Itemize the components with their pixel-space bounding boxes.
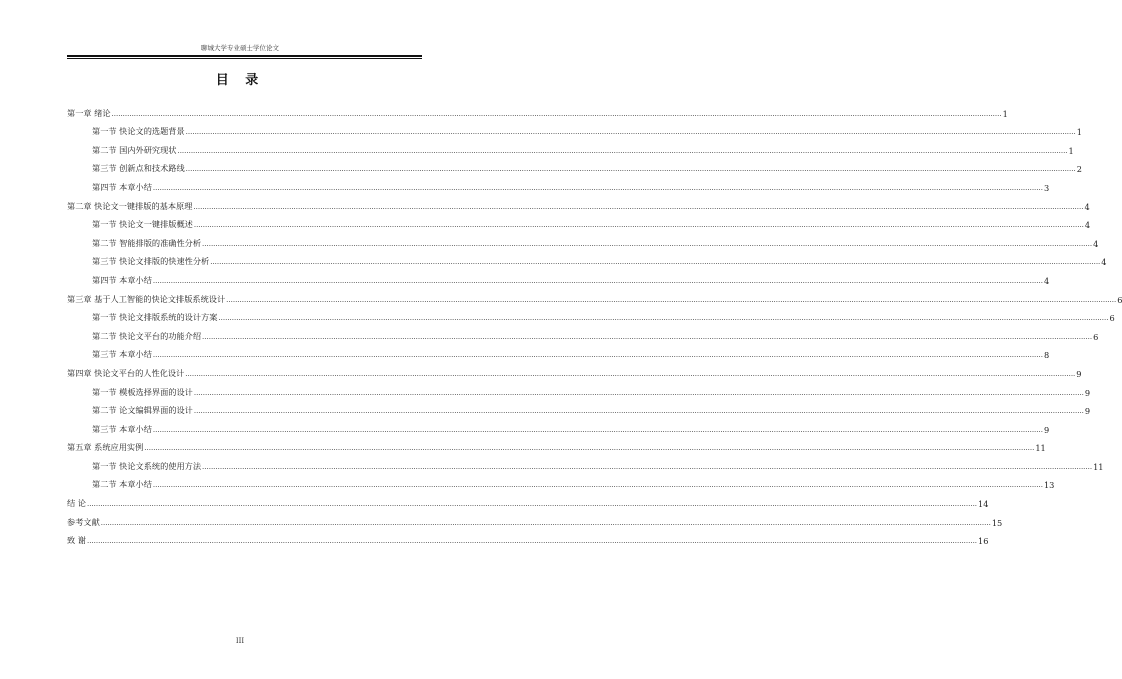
toc-entry-label: 第三章 基于人工智能的快论文排版系统设计: [67, 293, 226, 304]
toc-entry-page: 1: [1068, 145, 1074, 156]
toc-section-entry[interactable]: [67, 453, 1104, 472]
toc-entry-label: 致 谢: [67, 535, 86, 546]
toc-entry-label: 第三节 快论文排版的快速性分析: [92, 256, 210, 267]
toc-entry-label: 第四节 本章小结: [92, 274, 152, 285]
toc-entry-label: 第三节 本章小结: [92, 423, 152, 434]
toc-section-entry[interactable]: [67, 305, 1115, 324]
toc-dot-leader: ................................................................................................................................................................................................................................................................................................................................................................................................................: [177, 146, 1068, 155]
toc-chapter-entry[interactable]: [67, 100, 1008, 119]
header-rule-thin: [67, 58, 422, 59]
toc-section-entry[interactable]: [67, 379, 1091, 398]
toc-dot-leader: ................................................................................................................................................................................................................................................................................................................................................................................................................: [152, 481, 1043, 490]
toc-entry-label: 第一节 快论文一键排版概述: [92, 219, 193, 230]
toc-entry-page: 4: [1101, 257, 1107, 268]
toc-dot-leader: ................................................................................................................................................................................................................................................................................................................................................................................................................: [185, 369, 1076, 378]
toc-chapter-entry[interactable]: [67, 193, 1090, 212]
toc-dot-leader: ................................................................................................................................................................................................................................................................................................................................................................................................................: [193, 407, 1084, 416]
toc-entry-page: 6: [1117, 294, 1122, 305]
header-rule-thick: [67, 55, 422, 57]
page-number: III: [235, 637, 245, 645]
toc-entry-page: 9: [1084, 406, 1091, 417]
toc-entry-page: 8: [1043, 350, 1050, 361]
toc-section-entry[interactable]: [67, 119, 1082, 138]
toc-dot-leader: ................................................................................................................................................................................................................................................................................................................................................................................................................: [185, 128, 1076, 137]
toc-dot-leader: ................................................................................................................................................................................................................................................................................................................................................................................................................: [86, 500, 978, 509]
toc-entry-label: 第一节 快论文系统的使用方法: [92, 460, 202, 471]
toc-entry-page: 11: [1035, 443, 1046, 454]
toc-dot-leader: ................................................................................................................................................................................................................................................................................................................................................................................................................: [144, 444, 1035, 453]
toc-entry-label: 第二节 国内外研究现状: [92, 144, 177, 155]
toc-dot-leader: ................................................................................................................................................................................................................................................................................................................................................................................................................: [218, 314, 1109, 323]
toc-entry-page: 15: [991, 517, 1003, 528]
toc-entry-label: 第二节 智能排版的准确性分析: [92, 237, 202, 248]
toc-section-entry[interactable]: [67, 137, 1074, 156]
toc-entry-page: 6: [1093, 331, 1099, 342]
toc-dot-leader: ................................................................................................................................................................................................................................................................................................................................................................................................................: [226, 295, 1117, 304]
toc-dot-leader: ................................................................................................................................................................................................................................................................................................................................................................................................................: [152, 351, 1043, 360]
toc-dot-leader: ................................................................................................................................................................................................................................................................................................................................................................................................................: [100, 518, 991, 527]
toc-dot-leader: ................................................................................................................................................................................................................................................................................................................................................................................................................: [152, 425, 1043, 434]
toc-section-entry[interactable]: [67, 230, 1099, 249]
toc-section-entry[interactable]: [67, 398, 1091, 417]
running-header: 聊城大学专业硕士学位论文: [201, 44, 279, 52]
toc-entry-page: 14: [978, 499, 989, 510]
toc-entry-page: 16: [978, 536, 989, 547]
toc-section-entry[interactable]: [67, 174, 1050, 193]
toc-section-entry[interactable]: [67, 212, 1091, 231]
toc-entry-page: 9: [1084, 387, 1091, 398]
toc-dot-leader: ................................................................................................................................................................................................................................................................................................................................................................................................................: [111, 109, 1002, 118]
toc-entry-page: 4: [1084, 220, 1091, 231]
toc-entry-label: 第五章 系统应用实例: [67, 442, 144, 453]
toc-dot-leader: ................................................................................................................................................................................................................................................................................................................................................................................................................: [86, 537, 978, 546]
toc-entry-page: 6: [1109, 313, 1115, 324]
toc-entry-label: 第二节 本章小结: [92, 479, 152, 490]
toc-entry-page: 13: [1043, 480, 1055, 491]
toc-entry-label: 第三节 本章小结: [92, 349, 152, 360]
toc-section-entry[interactable]: [67, 342, 1050, 361]
toc-entry-page: 11: [1093, 461, 1104, 472]
toc-dot-leader: ................................................................................................................................................................................................................................................................................................................................................................................................................: [152, 276, 1043, 285]
toc-entry-page: 4: [1043, 275, 1050, 286]
toc-section-entry[interactable]: [67, 472, 1055, 491]
toc-chapter-entry[interactable]: [67, 490, 989, 510]
table-of-contents: [67, 100, 1122, 547]
toc-dot-leader: ................................................................................................................................................................................................................................................................................................................................................................................................................: [193, 202, 1084, 211]
toc-entry-label: 第四节 本章小结: [92, 181, 152, 192]
page-title: 目 录: [215, 73, 265, 88]
toc-dot-leader: ................................................................................................................................................................................................................................................................................................................................................................................................................: [202, 239, 1093, 248]
toc-entry-label: 第二节 论文编辑界面的设计: [92, 405, 193, 416]
toc-entry-label: 第二章 快论文一键排版的基本原理: [67, 200, 193, 211]
toc-entry-page: 2: [1076, 164, 1082, 175]
toc-dot-leader: ................................................................................................................................................................................................................................................................................................................................................................................................................: [152, 183, 1043, 192]
toc-entry-page: 1: [1002, 108, 1008, 119]
toc-chapter-entry[interactable]: [67, 286, 1122, 305]
toc-section-entry[interactable]: [67, 416, 1050, 435]
toc-entry-label: 第三节 创新点和技术路线: [92, 163, 185, 174]
toc-entry-page: 1: [1076, 127, 1082, 138]
toc-dot-leader: ................................................................................................................................................................................................................................................................................................................................................................................................................: [185, 165, 1076, 174]
toc-dot-leader: ................................................................................................................................................................................................................................................................................................................................................................................................................: [193, 221, 1084, 230]
toc-entry-label: 第一节 快论文的选题背景: [92, 126, 185, 137]
toc-entry-page: 4: [1084, 201, 1090, 212]
toc-chapter-entry[interactable]: [67, 435, 1046, 454]
toc-dot-leader: ................................................................................................................................................................................................................................................................................................................................................................................................................: [202, 332, 1093, 341]
toc-entry-page: 4: [1093, 238, 1099, 249]
toc-section-entry[interactable]: [67, 267, 1050, 286]
toc-chapter-entry[interactable]: [67, 509, 1003, 528]
toc-entry-label: 第四章 快论文平台的人性化设计: [67, 367, 185, 378]
toc-entry-page: 3: [1043, 182, 1050, 193]
toc-chapter-entry[interactable]: [67, 528, 989, 547]
toc-entry-page: 9: [1043, 424, 1050, 435]
toc-entry-label: 结 论: [67, 498, 86, 509]
toc-section-entry[interactable]: [67, 249, 1107, 268]
toc-entry-label: 参考文献: [67, 516, 100, 527]
toc-entry-label: 第一章 绪论: [67, 107, 111, 118]
toc-entry-label: 第一节 快论文排版系统的设计方案: [92, 312, 218, 323]
toc-section-entry[interactable]: [67, 323, 1099, 342]
toc-dot-leader: ................................................................................................................................................................................................................................................................................................................................................................................................................: [202, 462, 1093, 471]
toc-dot-leader: ................................................................................................................................................................................................................................................................................................................................................................................................................: [210, 258, 1101, 267]
toc-section-entry[interactable]: [67, 156, 1082, 175]
toc-dot-leader: ................................................................................................................................................................................................................................................................................................................................................................................................................: [193, 388, 1084, 397]
toc-entry-label: 第一节 模板选择界面的设计: [92, 386, 193, 397]
toc-chapter-entry[interactable]: [67, 360, 1082, 379]
toc-entry-label: 第二节 快论文平台的功能介绍: [92, 330, 202, 341]
toc-entry-page: 9: [1076, 368, 1082, 379]
